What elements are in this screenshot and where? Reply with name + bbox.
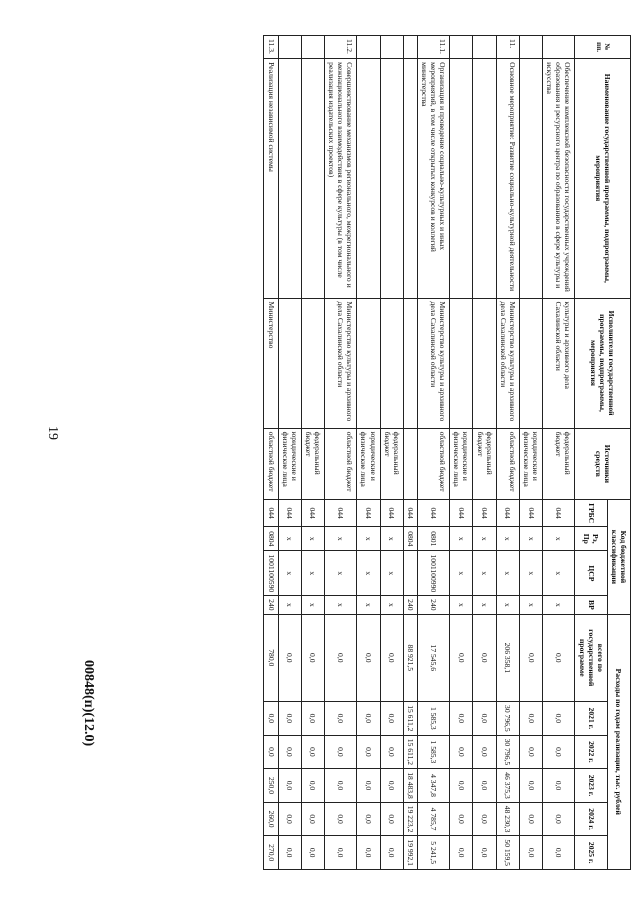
cell-source: федеральный бюджет bbox=[543, 428, 575, 500]
cell-y2023: 250,0 bbox=[264, 769, 278, 803]
cell-y2021: 0,0 bbox=[325, 702, 357, 736]
cell-vr: х bbox=[325, 596, 357, 614]
cell-source: областной бюджет bbox=[325, 428, 357, 500]
table-row bbox=[380, 36, 403, 870]
header-grbs: ГРБС bbox=[575, 500, 607, 527]
table-row bbox=[301, 36, 324, 870]
cell-no: 11. bbox=[496, 36, 519, 59]
table-row bbox=[543, 36, 575, 870]
cell-y2023: 0,0 bbox=[357, 769, 380, 803]
table-row bbox=[496, 36, 519, 870]
cell-executor bbox=[380, 298, 403, 428]
header-expenses: Расходы по годам реализации, тыс. рублей bbox=[607, 614, 630, 869]
cell-vr: х bbox=[301, 596, 324, 614]
cell-rzpr: 0804 bbox=[264, 527, 278, 551]
cell-y2024: 48 230,3 bbox=[496, 802, 519, 836]
cell-y2025: 0,0 bbox=[325, 836, 357, 870]
cell-no bbox=[473, 36, 496, 59]
budget-table bbox=[264, 35, 631, 870]
cell-y2021: 0,0 bbox=[519, 702, 542, 736]
cell-rzpr: 0804 bbox=[403, 527, 417, 551]
cell-csr: х bbox=[357, 551, 380, 596]
cell-y2024: 0,0 bbox=[473, 802, 496, 836]
cell-name bbox=[519, 59, 542, 298]
cell-y2022: 1 585,3 bbox=[417, 735, 449, 769]
cell-vr: х bbox=[278, 596, 301, 614]
cell-csr bbox=[403, 551, 417, 596]
cell-executor bbox=[278, 298, 301, 428]
cell-y2024: 0,0 bbox=[278, 802, 301, 836]
cell-executor bbox=[403, 298, 417, 428]
cell-y2023: 18 483,8 bbox=[403, 769, 417, 803]
cell-name bbox=[403, 59, 417, 298]
cell-total: 88 921,5 bbox=[403, 614, 417, 701]
cell-total: 0,0 bbox=[325, 614, 357, 701]
cell-grbs: 044 bbox=[403, 500, 417, 527]
cell-name: Основное мероприятие: Развитие социально-культурной деятельности bbox=[496, 59, 519, 298]
cell-total: 0,0 bbox=[473, 614, 496, 701]
cell-grbs: 044 bbox=[417, 500, 449, 527]
cell-source: юридические и физические лица bbox=[450, 428, 473, 500]
cell-y2021: 0,0 bbox=[278, 702, 301, 736]
cell-total: 206 358,1 bbox=[496, 614, 519, 701]
cell-rzpr: х bbox=[325, 527, 357, 551]
cell-vr: х bbox=[357, 596, 380, 614]
cell-executor: Министерство bbox=[264, 298, 278, 428]
cell-no bbox=[519, 36, 542, 59]
cell-csr: х bbox=[278, 551, 301, 596]
cell-no: 11.1. bbox=[417, 36, 449, 59]
cell-source: федеральный бюджет bbox=[301, 428, 324, 500]
header-2021: 2021 г. bbox=[575, 702, 607, 736]
cell-grbs: 044 bbox=[380, 500, 403, 527]
cell-grbs: 044 bbox=[357, 500, 380, 527]
cell-y2022: 0,0 bbox=[301, 735, 324, 769]
cell-y2023: 0,0 bbox=[301, 769, 324, 803]
cell-y2025: 0,0 bbox=[473, 836, 496, 870]
cell-y2021: 0,0 bbox=[357, 702, 380, 736]
cell-no bbox=[450, 36, 473, 59]
cell-y2022: 0,0 bbox=[543, 735, 575, 769]
cell-rzpr: х bbox=[450, 527, 473, 551]
cell-vr: х bbox=[380, 596, 403, 614]
cell-y2025: 0,0 bbox=[357, 836, 380, 870]
header-kbk: Код бюджетной классификации bbox=[607, 500, 630, 614]
cell-executor bbox=[450, 298, 473, 428]
cell-grbs: 044 bbox=[519, 500, 542, 527]
cell-executor: культуры и архивного дела Сахалинской области bbox=[543, 298, 575, 428]
cell-executor: Министерство культуры и архивного дела Сахалинской области bbox=[417, 298, 449, 428]
cell-y2025: 0,0 bbox=[519, 836, 542, 870]
cell-source: федеральный бюджет bbox=[473, 428, 496, 500]
cell-no: 11.2. bbox=[325, 36, 357, 59]
cell-grbs: 044 bbox=[473, 500, 496, 527]
header-2025: 2025 г. bbox=[575, 836, 607, 870]
table-row bbox=[519, 36, 542, 870]
cell-y2021: 0,0 bbox=[543, 702, 575, 736]
cell-vr: 240 bbox=[417, 596, 449, 614]
cell-y2024: 0,0 bbox=[450, 802, 473, 836]
cell-csr: х bbox=[325, 551, 357, 596]
cell-executor bbox=[357, 298, 380, 428]
cell-no bbox=[278, 36, 301, 59]
cell-y2022: 0,0 bbox=[278, 735, 301, 769]
cell-name: Реализация независимой системы bbox=[264, 59, 278, 298]
cell-total: 0,0 bbox=[380, 614, 403, 701]
cell-grbs: 044 bbox=[450, 500, 473, 527]
cell-csr: 1001100590 bbox=[264, 551, 278, 596]
cell-y2024: 19 223,2 bbox=[403, 802, 417, 836]
cell-y2021: 0,0 bbox=[301, 702, 324, 736]
cell-executor: Министерство культуры и архивного дела Сахалинской области bbox=[496, 298, 519, 428]
cell-grbs: 044 bbox=[325, 500, 357, 527]
cell-total: 0,0 bbox=[301, 614, 324, 701]
cell-name bbox=[380, 59, 403, 298]
cell-csr: х bbox=[380, 551, 403, 596]
cell-name bbox=[450, 59, 473, 298]
cell-no bbox=[357, 36, 380, 59]
header-no: № пп. bbox=[575, 36, 631, 59]
table-row bbox=[357, 36, 380, 870]
cell-vr: х bbox=[473, 596, 496, 614]
cell-y2021: 0,0 bbox=[264, 702, 278, 736]
cell-y2025: 0,0 bbox=[543, 836, 575, 870]
cell-total: 17 545,6 bbox=[417, 614, 449, 701]
cell-vr: х bbox=[496, 596, 519, 614]
cell-y2023: 0,0 bbox=[473, 769, 496, 803]
cell-csr: 1001100990 bbox=[417, 551, 449, 596]
cell-grbs: 044 bbox=[543, 500, 575, 527]
cell-source bbox=[403, 428, 417, 500]
cell-grbs: 044 bbox=[264, 500, 278, 527]
cell-vr: х bbox=[519, 596, 542, 614]
cell-no: 11.3. bbox=[264, 36, 278, 59]
cell-rzpr: 0801 bbox=[417, 527, 449, 551]
table-row bbox=[403, 36, 417, 870]
header-2023: 2023 г. bbox=[575, 769, 607, 803]
cell-csr: х bbox=[543, 551, 575, 596]
cell-total: 0,0 bbox=[278, 614, 301, 701]
cell-y2025: 0,0 bbox=[301, 836, 324, 870]
cell-vr: 240 bbox=[403, 596, 417, 614]
cell-y2022: 0,0 bbox=[325, 735, 357, 769]
cell-rzpr: х bbox=[301, 527, 324, 551]
cell-no bbox=[380, 36, 403, 59]
cell-csr: х bbox=[496, 551, 519, 596]
cell-executor bbox=[473, 298, 496, 428]
cell-rzpr: х bbox=[278, 527, 301, 551]
cell-total: 0,0 bbox=[543, 614, 575, 701]
cell-rzpr: х bbox=[380, 527, 403, 551]
cell-no bbox=[403, 36, 417, 59]
cell-vr: х bbox=[543, 596, 575, 614]
cell-y2022: 0,0 bbox=[450, 735, 473, 769]
cell-name: Организация и проведение социально-культурных и иных мероприятий, в том числе открытых конкурсов и коллегий министерства bbox=[417, 59, 449, 298]
cell-grbs: 044 bbox=[496, 500, 519, 527]
cell-name: Обеспечение комплексной безопасности государственных учреждений образования и ресурсного центра по образованию в сфере культуры и искусства bbox=[543, 59, 575, 298]
cell-rzpr: х bbox=[519, 527, 542, 551]
cell-y2023: 4 347,8 bbox=[417, 769, 449, 803]
cell-executor bbox=[301, 298, 324, 428]
cell-y2024: 0,0 bbox=[301, 802, 324, 836]
cell-source: юридические и физические лица bbox=[519, 428, 542, 500]
page-number: 19 bbox=[45, 426, 60, 440]
cell-rzpr: х bbox=[496, 527, 519, 551]
cell-y2021: 30 796,5 bbox=[496, 702, 519, 736]
cell-y2023: 0,0 bbox=[278, 769, 301, 803]
cell-executor: Министерство культуры и архивного дела Сахалинской области bbox=[325, 298, 357, 428]
header-2022: 2022 г. bbox=[575, 735, 607, 769]
cell-no bbox=[543, 36, 575, 59]
cell-y2024: 0,0 bbox=[380, 802, 403, 836]
cell-name bbox=[473, 59, 496, 298]
cell-y2022: 30 796,5 bbox=[496, 735, 519, 769]
cell-y2025: 5 241,5 bbox=[417, 836, 449, 870]
cell-y2024: 4 785,7 bbox=[417, 802, 449, 836]
cell-y2022: 0,0 bbox=[380, 735, 403, 769]
cell-y2023: 46 375,3 bbox=[496, 769, 519, 803]
cell-source: областной бюджет bbox=[417, 428, 449, 500]
cell-rzpr: х bbox=[357, 527, 380, 551]
cell-y2022: 15 611,2 bbox=[403, 735, 417, 769]
cell-grbs: 044 bbox=[278, 500, 301, 527]
cell-y2023: 0,0 bbox=[519, 769, 542, 803]
cell-y2022: 0,0 bbox=[357, 735, 380, 769]
cell-grbs: 044 bbox=[301, 500, 324, 527]
header-2024: 2024 г. bbox=[575, 802, 607, 836]
cell-y2021: 0,0 bbox=[450, 702, 473, 736]
header-source: Источники средств bbox=[575, 428, 631, 500]
cell-y2023: 0,0 bbox=[450, 769, 473, 803]
cell-y2024: 0,0 bbox=[325, 802, 357, 836]
header-vr: ВР bbox=[575, 596, 607, 614]
cell-y2023: 0,0 bbox=[543, 769, 575, 803]
table-row bbox=[278, 36, 301, 870]
cell-vr: 240 bbox=[264, 596, 278, 614]
cell-source: федеральный бюджет bbox=[380, 428, 403, 500]
cell-y2021: 0,0 bbox=[473, 702, 496, 736]
cell-csr: х bbox=[450, 551, 473, 596]
cell-source: юридические и физические лица bbox=[278, 428, 301, 500]
cell-y2024: 0,0 bbox=[543, 802, 575, 836]
header-rzpr: Рз, Пр bbox=[575, 527, 607, 551]
header-csr: ЦСР bbox=[575, 551, 607, 596]
cell-y2023: 0,0 bbox=[325, 769, 357, 803]
cell-name bbox=[301, 59, 324, 298]
cell-no bbox=[301, 36, 324, 59]
table-row bbox=[264, 36, 278, 870]
cell-y2021: 15 611,2 bbox=[403, 702, 417, 736]
cell-y2021: 1 585,3 bbox=[417, 702, 449, 736]
cell-name: Совершенствование механизмов регионального, межрегионального и межнационального взаимодействия в сфере культуры (в том числе реализация издательских проектов) bbox=[325, 59, 357, 298]
table-row bbox=[450, 36, 473, 870]
cell-y2024: 0,0 bbox=[519, 802, 542, 836]
cell-y2021: 0,0 bbox=[380, 702, 403, 736]
header-executor: Исполнители государственной программы, подпрограммы, мероприятия bbox=[575, 298, 631, 428]
cell-total: 0,0 bbox=[357, 614, 380, 701]
cell-executor bbox=[519, 298, 542, 428]
cell-source: областной бюджет bbox=[496, 428, 519, 500]
cell-y2023: 0,0 bbox=[380, 769, 403, 803]
cell-csr: х bbox=[473, 551, 496, 596]
cell-name bbox=[278, 59, 301, 298]
document-id: 00848(п)(12.0) bbox=[81, 660, 96, 747]
header-total: всего по государственной программе bbox=[575, 614, 607, 701]
cell-y2025: 50 159,5 bbox=[496, 836, 519, 870]
cell-csr: х bbox=[519, 551, 542, 596]
table-body bbox=[264, 36, 575, 870]
cell-total: 780,0 bbox=[264, 614, 278, 701]
cell-rzpr: х bbox=[473, 527, 496, 551]
cell-y2022: 0,0 bbox=[264, 735, 278, 769]
table-row bbox=[417, 36, 449, 870]
cell-vr: х bbox=[450, 596, 473, 614]
cell-total: 0,0 bbox=[450, 614, 473, 701]
cell-source: областной бюджет bbox=[264, 428, 278, 500]
budget-table-container bbox=[120, 0, 631, 905]
cell-y2024: 260,0 bbox=[264, 802, 278, 836]
cell-y2022: 0,0 bbox=[473, 735, 496, 769]
table-row bbox=[473, 36, 496, 870]
header-name: Наименование государственной программы, подпрограммы, мероприятия bbox=[575, 59, 631, 298]
cell-y2024: 0,0 bbox=[357, 802, 380, 836]
cell-name bbox=[357, 59, 380, 298]
cell-y2022: 0,0 bbox=[519, 735, 542, 769]
cell-csr: х bbox=[301, 551, 324, 596]
cell-y2025: 0,0 bbox=[278, 836, 301, 870]
cell-rzpr: х bbox=[543, 527, 575, 551]
cell-y2025: 0,0 bbox=[450, 836, 473, 870]
table-row bbox=[325, 36, 357, 870]
cell-y2025: 19 992,1 bbox=[403, 836, 417, 870]
cell-y2025: 0,0 bbox=[380, 836, 403, 870]
cell-y2025: 270,0 bbox=[264, 836, 278, 870]
cell-total: 0,0 bbox=[519, 614, 542, 701]
cell-source: юридические и физические лица bbox=[357, 428, 380, 500]
